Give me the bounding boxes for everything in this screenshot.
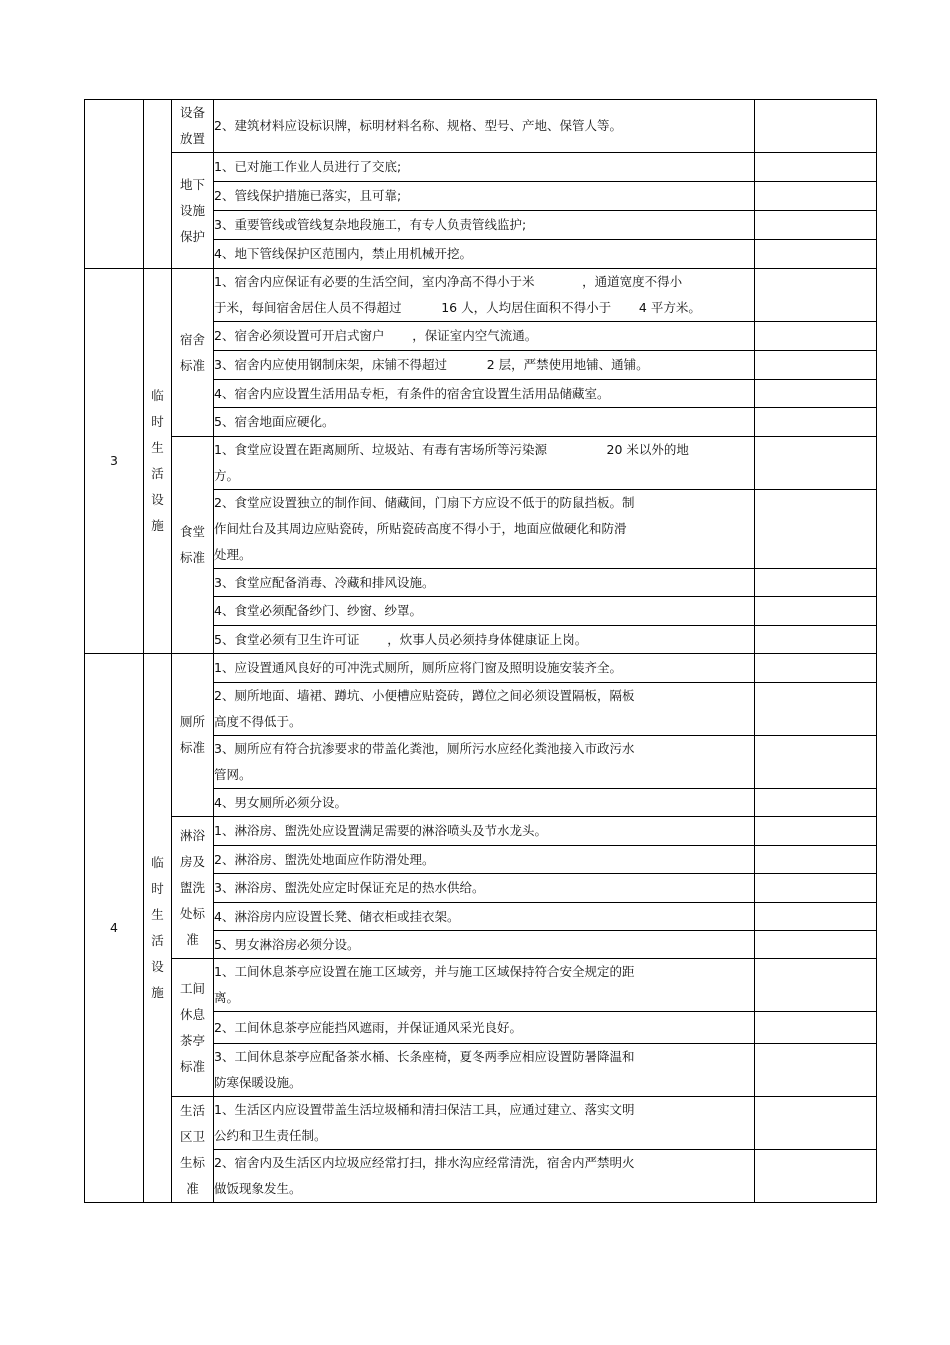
item-text: 2、淋浴房、盥洗处地面应作防滑处理。 (214, 846, 755, 874)
category-temporary-living: 临时生活设施 (144, 654, 172, 1203)
category-temporary-living: 临时生活设施 (144, 269, 172, 654)
result-cell[interactable] (755, 654, 877, 683)
result-cell[interactable] (755, 874, 877, 903)
subcategory-dormitory: 宿舍标准 (172, 269, 214, 437)
result-cell[interactable] (755, 380, 877, 408)
item-text: 3、宿舍内应使用钢制床架，床铺不得超过 2 层，严禁使用地铺、通铺。 (214, 351, 755, 380)
category-cell (144, 100, 172, 269)
item-text: 2、宿舍必须设置可开启式窗户 ，保证室内空气流通。 (214, 322, 755, 351)
result-cell[interactable] (755, 817, 877, 846)
subcategory-underground: 地下设施保护 (172, 153, 214, 269)
section-number-3: 3 (85, 269, 144, 654)
item-text: 3、厕所应有符合抗渗要求的带盖化粪池，厕所污水应经化粪池接入市政污水 管网。 (214, 736, 755, 789)
item-text: 4、男女厕所必须分设。 (214, 789, 755, 817)
result-cell[interactable] (755, 211, 877, 240)
item-text: 5、食堂必须有卫生许可证 ，炊事人员必须持身体健康证上岗。 (214, 626, 755, 654)
result-cell[interactable] (755, 437, 877, 490)
result-cell[interactable] (755, 683, 877, 736)
item-text: 5、宿舍地面应硬化。 (214, 408, 755, 437)
result-cell[interactable] (755, 597, 877, 626)
subcategory-living-hygiene: 生活区卫生标准 (172, 1097, 214, 1203)
item-text: 1、食堂应设置在距离厕所、垃圾站、有毒有害场所等污染源 20 米以外的地 方。 (214, 437, 755, 490)
item-text: 2、管线保护措施已落实，且可靠; (214, 182, 755, 211)
result-cell[interactable] (755, 322, 877, 351)
section-number-cell (85, 100, 144, 269)
result-cell[interactable] (755, 351, 877, 380)
item-text: 1、工间休息茶亭应设置在施工区域旁，并与施工区域保持符合安全规定的距 离。 (214, 959, 755, 1012)
item-text: 3、淋浴房、盥洗处应定时保证充足的热水供给。 (214, 874, 755, 903)
result-cell[interactable] (755, 269, 877, 322)
item-text: 2、厕所地面、墙裙、蹲坑、小便槽应贴瓷砖，蹲位之间必须设置隔板，隔板 高度不得低于。 (214, 683, 755, 736)
result-cell[interactable] (755, 153, 877, 182)
item-text: 1、应设置通风良好的可冲洗式厕所，厕所应将门窗及照明设施安装齐全。 (214, 654, 755, 683)
result-cell[interactable] (755, 626, 877, 654)
subcategory-tea-pavilion: 工间休息茶亭标准 (172, 959, 214, 1097)
result-cell[interactable] (755, 408, 877, 437)
subcategory-toilet: 厕所标准 (172, 654, 214, 817)
item-text: 1、生活区内应设置带盖生活垃圾桶和清扫保洁工具，应通过建立、落实文明 公约和卫生责任制。 (214, 1097, 755, 1150)
result-cell[interactable] (755, 182, 877, 211)
result-cell[interactable] (755, 1097, 877, 1150)
item-text: 1、已对施工作业人员进行了交底; (214, 153, 755, 182)
result-cell[interactable] (755, 959, 877, 1012)
result-cell[interactable] (755, 490, 877, 569)
result-cell[interactable] (755, 903, 877, 931)
item-text: 5、男女淋浴房必须分设。 (214, 931, 755, 959)
result-cell[interactable] (755, 569, 877, 597)
item-text: 1、宿舍内应保证有必要的生活空间，室内净高不得小于米 ，通道宽度不得小 于米，每间宿舍居住人员不得超过 16 人，人均居住面积不得小于 4 平方米。 (214, 269, 755, 322)
item-text: 4、淋浴房内应设置长凳、储衣柜或挂衣架。 (214, 903, 755, 931)
result-cell[interactable] (755, 240, 877, 269)
subcategory-equipment: 设备放置 (172, 100, 214, 153)
result-cell[interactable] (755, 846, 877, 874)
item-text: 3、重要管线或管线复杂地段施工，有专人负责管线监护; (214, 211, 755, 240)
section-number-4: 4 (85, 654, 144, 1203)
item-text: 2、宿舍内及生活区内垃圾应经常打扫，排水沟应经常清洗，宿舍内严禁明火 做饭现象发生。 (214, 1150, 755, 1203)
item-text: 4、食堂必须配备纱门、纱窗、纱罩。 (214, 597, 755, 626)
result-cell[interactable] (755, 789, 877, 817)
item-text: 4、宿舍内应设置生活用品专柜，有条件的宿舍宜设置生活用品储藏室。 (214, 380, 755, 408)
inspection-table (84, 99, 877, 1203)
subcategory-shower: 淋浴房及盥洗处标准 (172, 817, 214, 959)
subcategory-canteen: 食堂标准 (172, 437, 214, 654)
item-text: 3、食堂应配备消毒、冷藏和排风设施。 (214, 569, 755, 597)
item-text: 2、食堂应设置独立的制作间、储藏间，门扇下方应设不低于的防鼠挡板。制 作间灶台及其周边应贴瓷砖，所贴瓷砖高度不得小于，地面应做硬化和防滑 处理。 (214, 490, 755, 569)
item-text: 2、工间休息茶亭应能挡风遮雨，并保证通风采光良好。 (214, 1012, 755, 1044)
result-cell[interactable] (755, 100, 877, 153)
item-text: 4、地下管线保护区范围内，禁止用机械开挖。 (214, 240, 755, 269)
item-text: 1、淋浴房、盥洗处应设置满足需要的淋浴喷头及节水龙头。 (214, 817, 755, 846)
item-text: 2、建筑材料应设标识牌，标明材料名称、规格、型号、产地、保管人等。 (214, 100, 755, 153)
result-cell[interactable] (755, 931, 877, 959)
result-cell[interactable] (755, 736, 877, 789)
result-cell[interactable] (755, 1044, 877, 1097)
item-text: 3、工间休息茶亭应配备茶水桶、长条座椅，夏冬两季应相应设置防暑降温和 防寒保暖设施。 (214, 1044, 755, 1097)
result-cell[interactable] (755, 1012, 877, 1044)
result-cell[interactable] (755, 1150, 877, 1203)
